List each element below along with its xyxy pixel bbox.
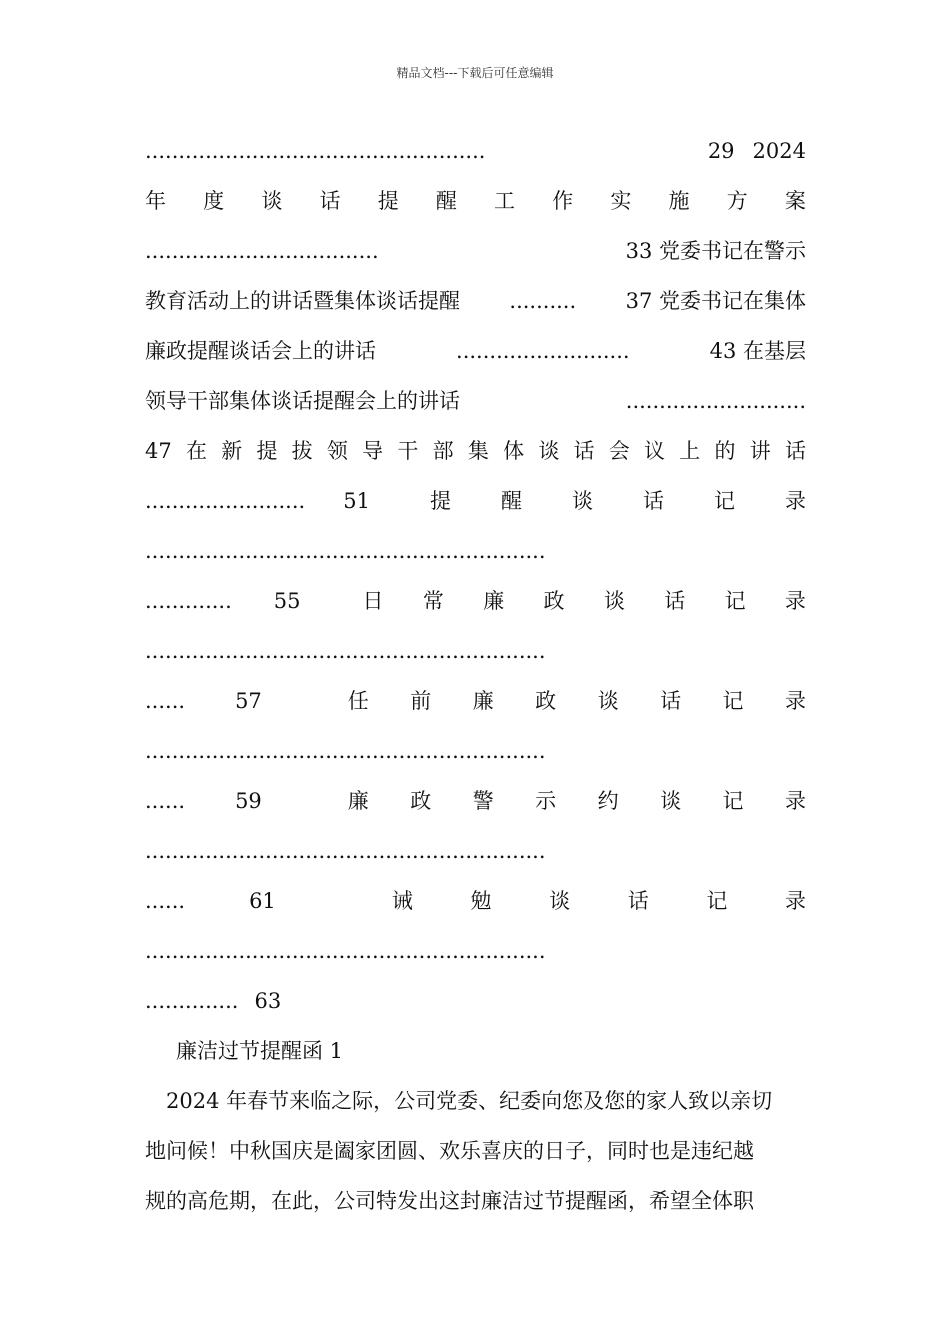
toc-char: 提 [256,439,278,463]
leader-dots: ...... [145,789,186,813]
toc-line [145,234,806,268]
toc-char: 议 [644,439,666,463]
page-number: 63 [254,989,282,1013]
page-number: 57 [235,689,262,713]
leader-dots: ............................................................ [145,639,546,663]
toc-entry-text: 廉政提醒谈话会上的讲话 [145,339,376,363]
toc-char: 醒 [435,189,457,213]
toc-char: 新 [221,439,243,463]
toc-char: 工 [494,189,516,213]
toc-line [145,934,806,968]
toc-char: 度 [203,189,225,213]
toc-char: 谈 [571,489,593,513]
toc-line [145,434,806,468]
toc-char: 谈 [538,439,560,463]
toc-char: 话 [660,689,682,713]
toc-char: 录 [784,689,806,713]
leader-dots: ............................................................ [145,939,546,963]
leader-dots: ............................................................ [145,839,546,863]
toc-char: 会 [608,439,630,463]
toc-char: 话 [664,589,686,613]
toc-entry-text: 43 在基层 [709,339,806,363]
toc-char: 记 [722,789,744,813]
toc-line [145,184,806,218]
toc-line [145,534,806,568]
toc-char: 录 [785,889,806,913]
page-number: 51 [343,489,370,513]
toc-char: 常 [422,589,444,613]
toc-char: 上 [679,439,701,463]
leader-dots: .............. [145,989,239,1013]
toc-char: 醒 [500,489,522,513]
paragraph-line: 2024 年春节来临之际，公司党委、纪委向您及您的家人致以亲切 [166,1089,773,1113]
toc-line [145,484,806,518]
toc-line [145,834,806,868]
toc-char: 在 [185,439,207,463]
toc-char: 廉 [483,589,505,613]
toc-char: 廉 [472,689,494,713]
toc-char: 领 [326,439,348,463]
toc-line [145,684,806,718]
toc-char: 提 [429,489,451,513]
toc-char: 年 [145,189,166,213]
toc-line [145,134,806,168]
toc-char: 政 [535,689,557,713]
toc-char: 导 [362,439,384,463]
toc-char: 话 [319,189,341,213]
toc-char: 谈 [660,789,682,813]
leader-dots: ............................................................ [145,739,546,763]
leader-dots: ...... [145,889,186,913]
paragraph-line: 规的高危期，在此，公司特发出这封廉洁过节提醒函，希望全体职 [145,1189,754,1213]
toc-char: 勉 [470,889,492,913]
toc-char: 谈 [603,589,625,613]
toc-char: 录 [784,589,806,613]
leader-dots: ............. [145,589,232,613]
toc-char: 话 [573,439,595,463]
toc-char: 实 [610,189,632,213]
leader-dots: ............................................................ [145,539,546,563]
toc-char: 话 [784,439,806,463]
toc-line [145,384,806,418]
toc-char: 案 [784,189,806,213]
leader-dots: ........................ [145,489,306,513]
page-number: 61 [249,889,276,913]
toc-entry-text: 教育活动上的讲话暨集体谈话提醒 [145,289,460,313]
toc-char: 集 [467,439,489,463]
page-number: 29 [707,139,735,163]
toc-char: 录 [784,789,806,813]
toc-char: 施 [668,189,690,213]
toc-entry-text: 领导干部集体谈话提醒会上的讲话 [145,389,460,413]
toc-char: 记 [724,589,746,613]
toc-char: 谈 [261,189,283,213]
toc-entry-text: 37 党委书记在集体 [625,289,806,313]
leader-dots: ................................... [145,239,379,263]
toc-line [145,284,806,318]
leader-dots: ...... [145,689,186,713]
toc-char: 记 [706,889,728,913]
toc-char: 讲 [749,439,771,463]
toc-char: 干 [397,439,419,463]
toc-line [145,634,806,668]
toc-char: 政 [410,789,432,813]
toc-char: 示 [535,789,557,813]
paragraph-line: 地问候！中秋国庆是阖家团圆、欢乐喜庆的日子，同时也是违纪越 [145,1139,754,1163]
toc-char: 拔 [291,439,313,463]
leader-dots: .......................... [456,339,630,363]
toc-char: 谈 [549,889,571,913]
toc-char: 日 [362,589,384,613]
toc-char: 话 [627,889,649,913]
page-number: 59 [235,789,262,813]
section-title: 廉洁过节提醒函 1 [176,1039,344,1063]
toc-line [145,584,806,618]
toc-char: 部 [432,439,454,463]
toc-char: 话 [642,489,664,513]
toc-char: 录 [784,489,806,513]
toc-char: 任 [347,689,369,713]
toc-char: 体 [503,439,525,463]
toc-char: 诫 [391,889,413,913]
toc-char: 政 [543,589,565,613]
toc-line [145,334,806,368]
leader-dots: ........................... [625,389,806,413]
toc-char: 前 [410,689,432,713]
toc-char: 方 [726,189,748,213]
toc-entry-text: 33 党委书记在警示 [625,239,806,263]
toc-char: 提 [377,189,399,213]
toc-char: 警 [472,789,494,813]
page-header: 精品文档---下载后可任意编辑 [396,66,554,80]
toc-line [145,984,806,1018]
page-number: 55 [273,589,301,613]
year-text: 2024 [752,139,806,163]
toc-char: 约 [597,789,619,813]
toc-char: 记 [713,489,735,513]
toc-line [145,884,806,918]
toc-char: 作 [552,189,574,213]
toc-line [145,734,806,768]
leader-dots: ................................................... [145,139,486,163]
toc-char: 47 [145,439,172,463]
toc-char: 的 [714,439,736,463]
toc-line [145,784,806,818]
toc-char: 廉 [347,789,369,813]
toc-char: 谈 [597,689,619,713]
leader-dots: .......... [509,289,577,313]
toc-char: 记 [722,689,744,713]
